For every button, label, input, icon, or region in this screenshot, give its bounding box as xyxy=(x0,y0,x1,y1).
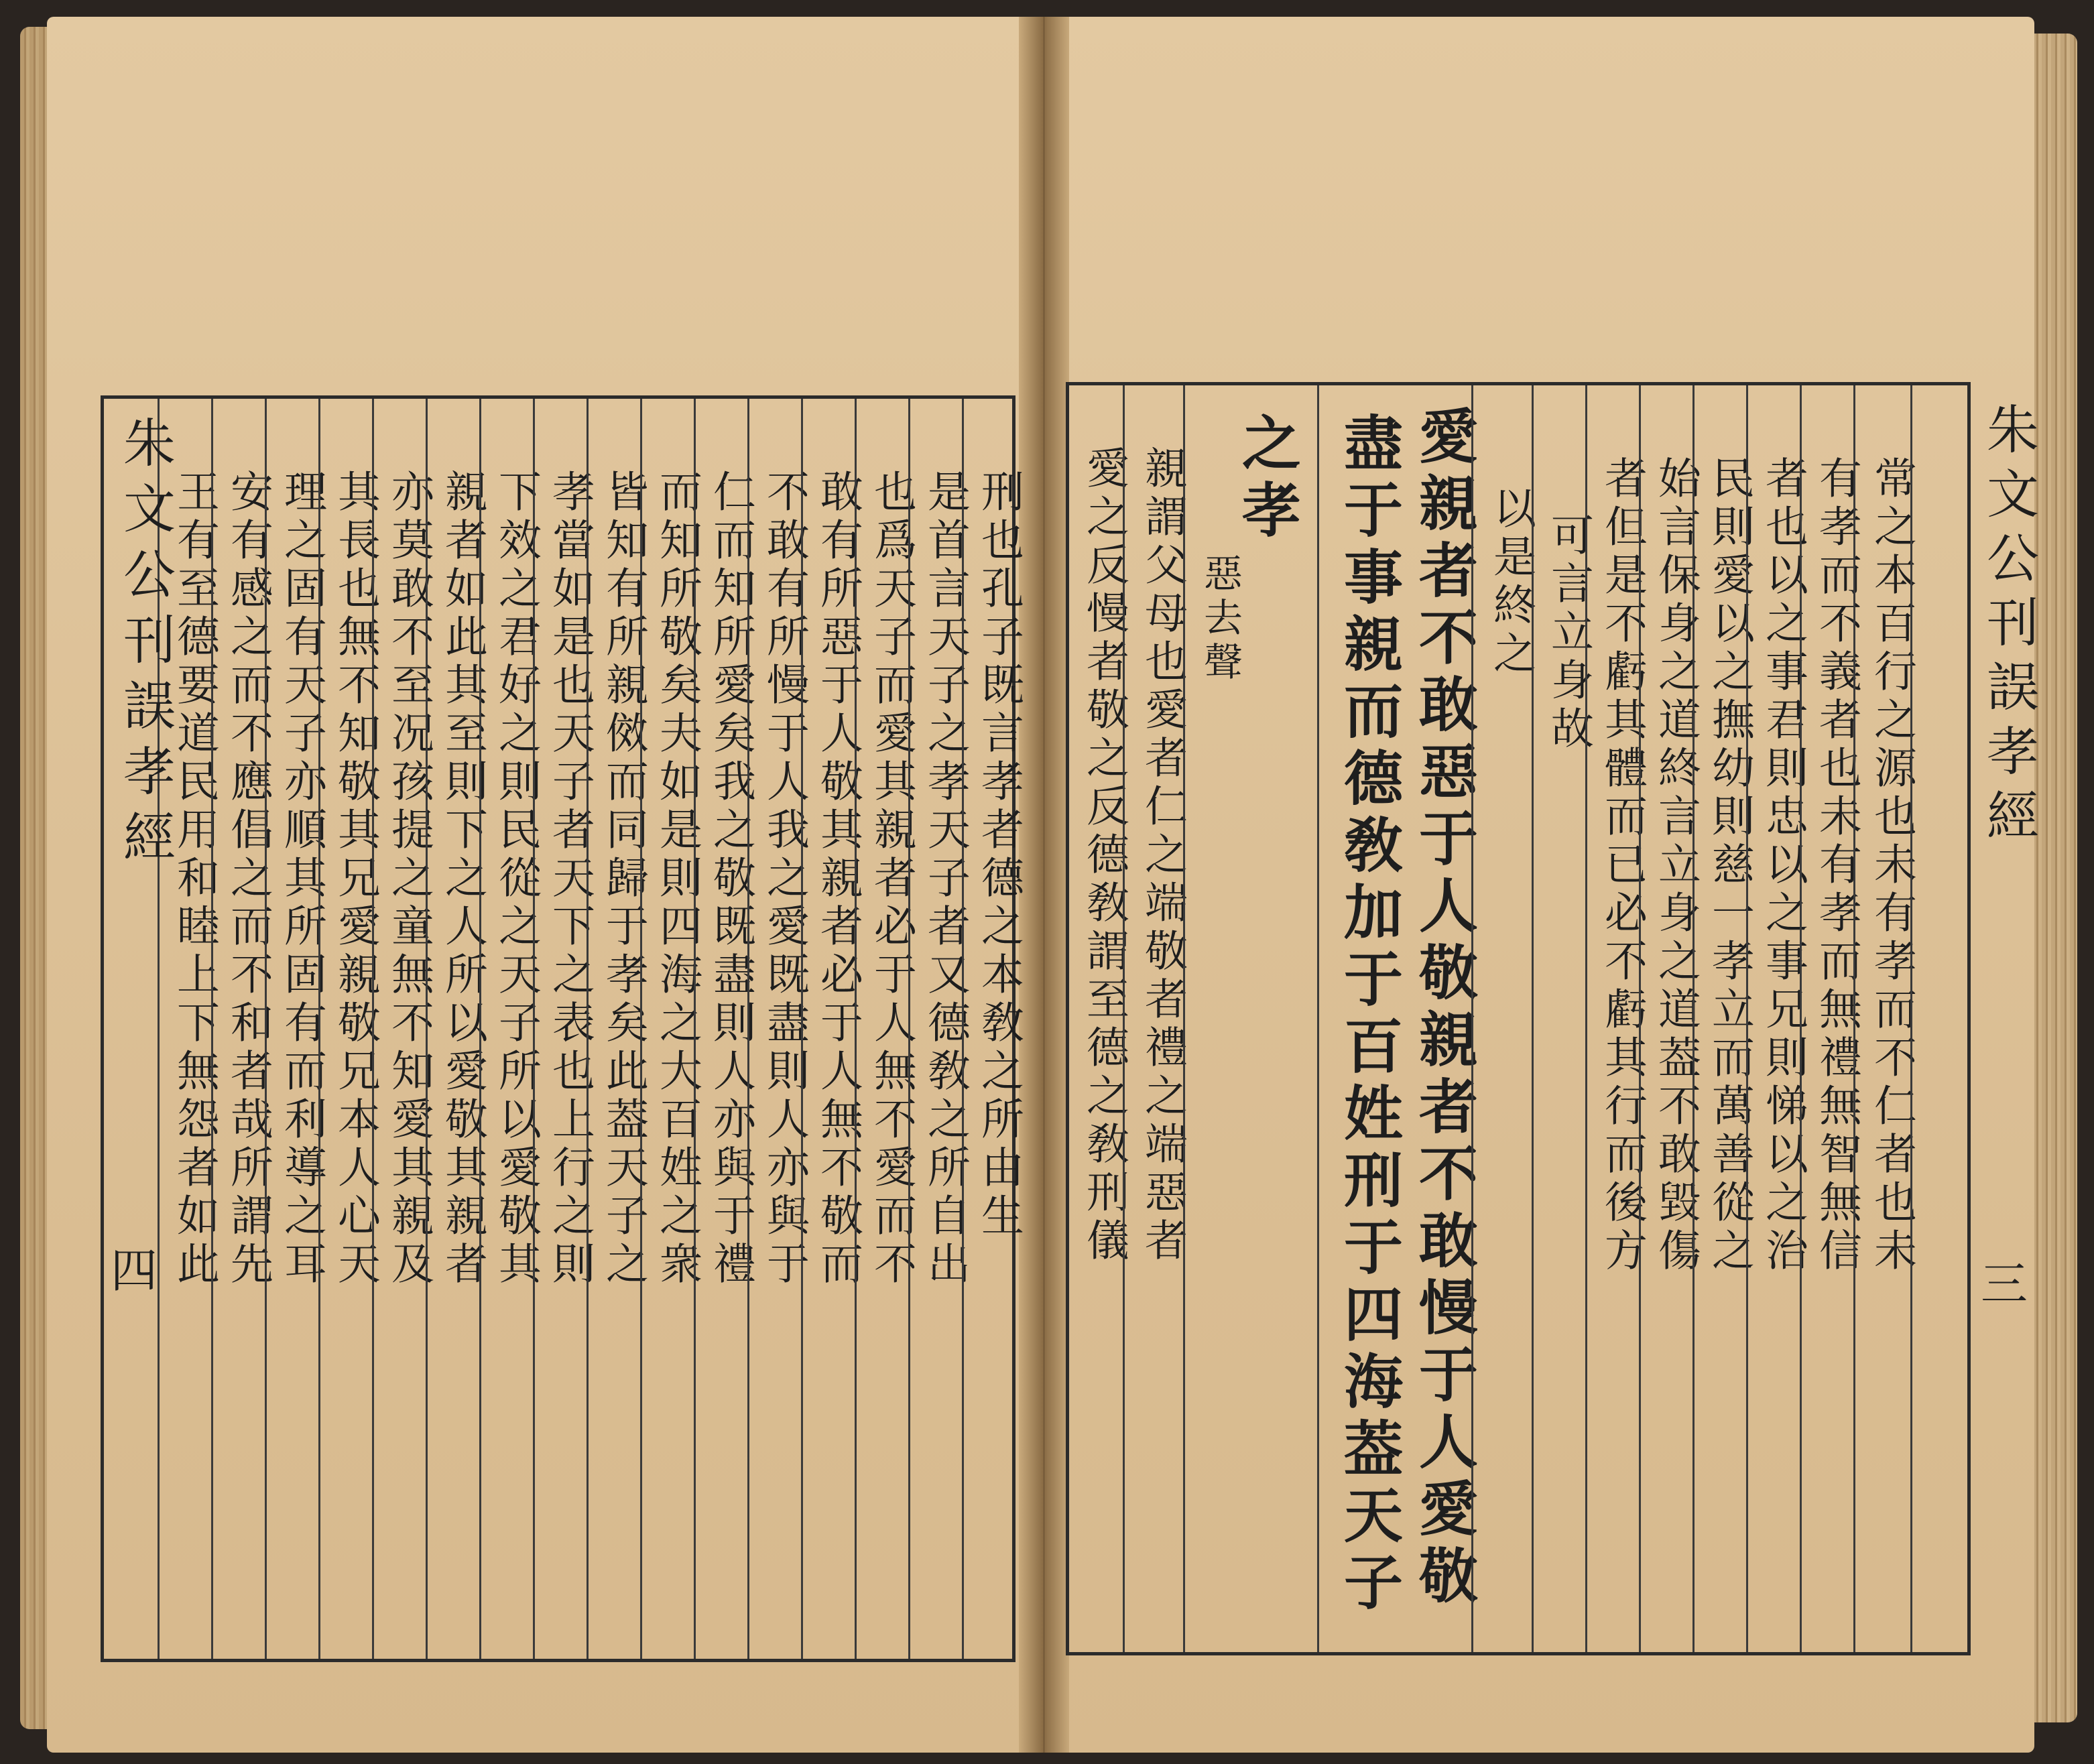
right-col-1 xyxy=(1853,385,1916,1652)
left-col-13 xyxy=(318,399,380,1659)
left-col-6 xyxy=(694,399,755,1659)
right-text-frame xyxy=(1066,382,1971,1655)
left-page-header: 朱文公刊誤孝經 xyxy=(115,416,175,875)
left-col-12 xyxy=(372,399,434,1659)
text-column: 以是終之 xyxy=(1486,486,1536,679)
left-col-15 xyxy=(211,399,273,1659)
right-commentary-col-2 xyxy=(1069,385,1129,1652)
left-col-4 xyxy=(801,399,863,1659)
text-column: 愛之反慢者敬之反德敎謂至德之敎刑儀 xyxy=(1079,446,1129,1266)
left-col-7 xyxy=(640,399,702,1659)
right-main-col-1 xyxy=(1394,385,1479,1652)
right-main-col-2 xyxy=(1317,385,1404,1652)
text-column: 亦莫敢不至况孩提之童無不知愛其親及 xyxy=(384,469,434,1289)
right-commentary-col-1 xyxy=(1123,385,1187,1652)
text-column: 親者如此其至則下之人所以愛敬其親者 xyxy=(438,469,487,1289)
text-column: 常之本百行之源也未有孝而不仁者也未 xyxy=(1867,456,1916,1276)
right-col-6 xyxy=(1585,385,1647,1652)
text-column: 不敢有所慢于人我之愛既盡則人亦與于 xyxy=(759,469,809,1289)
text-column: 王有至德要道民用和睦上下無怨者如此 xyxy=(170,469,219,1289)
right-col-4 xyxy=(1692,385,1754,1652)
left-text-frame xyxy=(101,395,1024,1662)
left-col-9 xyxy=(533,399,595,1659)
text-column: 其長也無不知敬其兄愛親敬兄本人心天 xyxy=(330,469,380,1289)
left-col-2 xyxy=(908,399,970,1659)
text-column: 刑也孔子既言孝者德之本敎之所由生 xyxy=(974,469,1024,1241)
right-col-5 xyxy=(1639,385,1701,1652)
text-column: 始言保身之道終言立身之道葢不敢毀傷 xyxy=(1651,456,1701,1276)
text-column: 親謂父母也愛者仁之端敬者禮之端惡者 xyxy=(1137,446,1187,1266)
text-column: 敢有所惡于人敬其親者必于人無不敬而 xyxy=(813,469,863,1289)
left-col-10 xyxy=(479,399,541,1659)
right-col-7 xyxy=(1532,385,1593,1652)
right-col-2 xyxy=(1800,385,1861,1652)
text-column: 民則愛以之撫幼則慈一孝立而萬善從之 xyxy=(1705,456,1754,1276)
main-text: 盡于事親而德敎加于百姓刑于四海葢天子 xyxy=(1335,412,1404,1619)
text-column: 也爲天子而愛其親者必于人無不愛而不 xyxy=(867,469,916,1289)
text-column: 是首言天子之孝天子者又德敎之所自出 xyxy=(920,469,970,1289)
right-header-column xyxy=(1910,385,1967,1652)
text-column: 安有感之而不應倡之而不和者哉所謂先 xyxy=(223,469,273,1289)
left-col-3 xyxy=(855,399,916,1659)
right-page-number: 三 xyxy=(1981,1257,2028,1312)
pronunciation-note: 惡去聲 xyxy=(1197,553,1243,686)
text-column: 仁而知所愛矣我之敬既盡則人亦與于禮 xyxy=(706,469,755,1289)
left-col-5 xyxy=(747,399,809,1659)
left-col-1 xyxy=(962,399,1024,1659)
left-page-number: 四 xyxy=(111,1243,158,1298)
text-column: 而知所敬矣夫如是則四海之大百姓之衆 xyxy=(652,469,702,1289)
right-col-8 xyxy=(1471,385,1536,1652)
text-column: 有孝而不義者也未有孝而無禮無智無信 xyxy=(1812,456,1861,1276)
main-text: 愛親者不敢惡于人敬親者不敢慢于人愛敬 xyxy=(1410,405,1479,1612)
left-col-14 xyxy=(265,399,326,1659)
text-column: 孝當如是也天子者天下之表也上行之則 xyxy=(545,469,595,1289)
text-column: 可言立身故 xyxy=(1544,513,1593,754)
right-col-3 xyxy=(1746,385,1808,1652)
right-page-header: 朱文公刊誤孝經 xyxy=(1978,402,2038,853)
text-column: 下效之君好之則民從之天子所以愛敬其 xyxy=(491,469,541,1289)
left-col-8 xyxy=(587,399,648,1659)
text-column: 者但是不虧其體而已必不虧其行而後方 xyxy=(1597,456,1647,1276)
left-col-11 xyxy=(426,399,487,1659)
text-column: 者也以之事君則忠以之事兄則悌以之治 xyxy=(1758,456,1808,1276)
text-column: 理之固有天子亦順其所固有而利導之耳 xyxy=(277,469,326,1289)
text-column: 皆知有所親傚而同歸于孝矣此葢天子之 xyxy=(599,469,648,1289)
right-main-tail-col xyxy=(1183,385,1317,1652)
main-text: 之孝 xyxy=(1233,412,1302,546)
